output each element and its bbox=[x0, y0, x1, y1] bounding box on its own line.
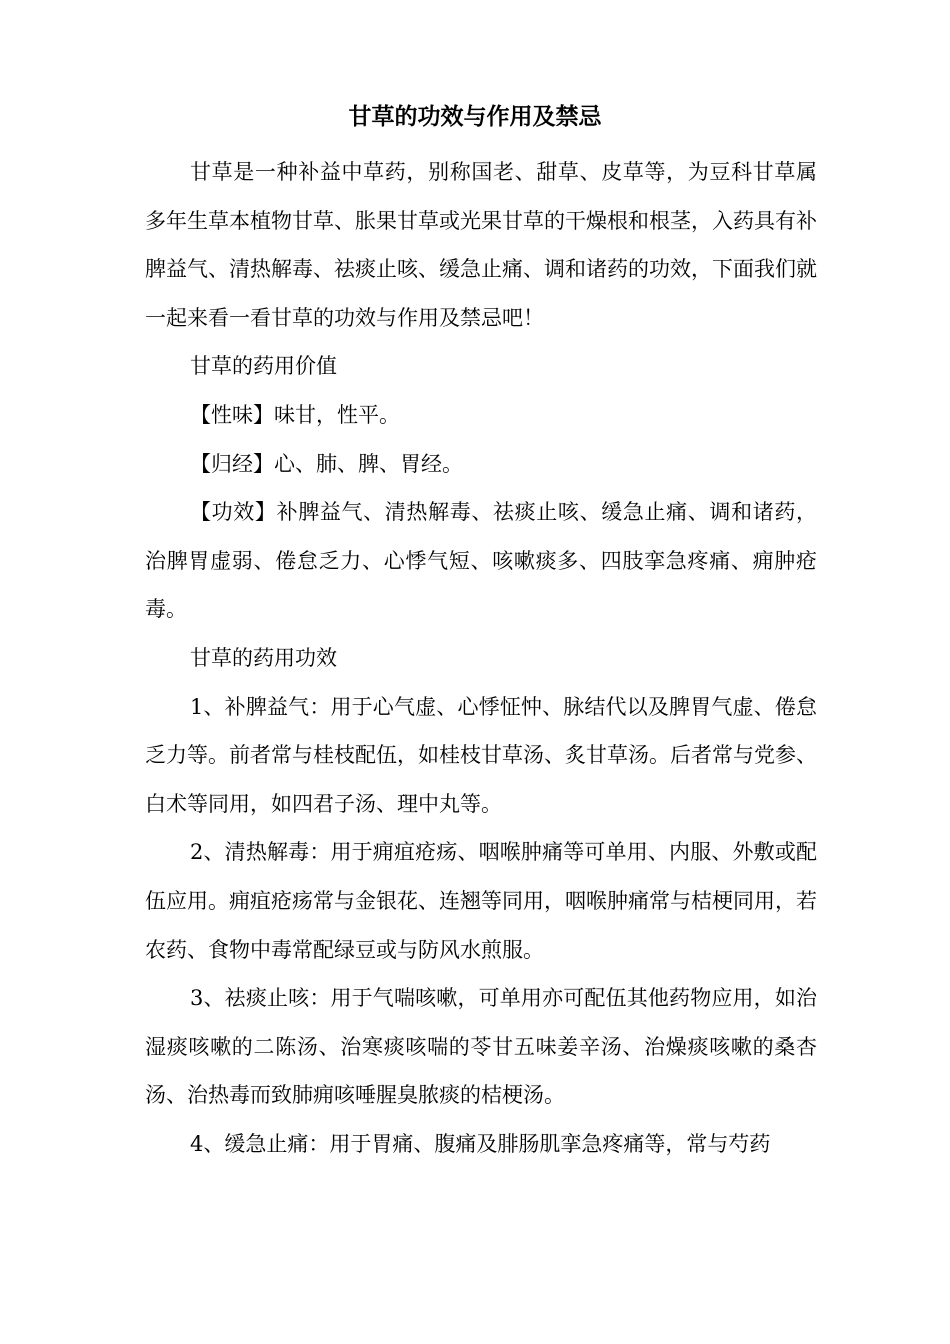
section-heading-medicinal-value: 甘草的药用价值 bbox=[190, 354, 337, 379]
property-efficacy-paragraph: 【功效】补脾益气、清热解毒、祛痰止咳、缓急止痛、调和诸药，治脾胃虚弱、倦怠乏力、心悸气短、咳嗽痰多、四肢挛急疼痛、痈肿疮毒。 bbox=[145, 500, 817, 622]
property-taste-paragraph: 【性味】味甘，性平。 bbox=[190, 402, 400, 427]
document-title: 甘草的功效与作用及禁忌 bbox=[348, 103, 602, 130]
effect-item-3: 3、祛痰止咳：用于气喘咳嗽，可单用亦可配伍其他药物应用，如治湿痰咳嗽的二陈汤、治寒痰咳喘的苓甘五味姜辛汤、治燥痰咳嗽的桑杏汤、治热毒而致肺痈咳唾腥臭脓痰的桔梗汤。 bbox=[145, 986, 817, 1108]
effect-item-1: 1、补脾益气：用于心气虚、心悸怔忡、脉结代以及脾胃气虚、倦怠乏力等。前者常与桂枝配伍，如桂枝甘草汤、炙甘草汤。后者常与党参、白术等同用，如四君子汤、理中丸等。 bbox=[145, 694, 817, 816]
property-meridian-paragraph: 【归经】心、肺、脾、胃经。 bbox=[190, 451, 463, 476]
section-heading-medicinal-effects: 甘草的药用功效 bbox=[190, 645, 337, 670]
intro-paragraph: 甘草是一种补益中草药，别称国老、甜草、皮草等，为豆科甘草属多年生草本植物甘草、胀果甘草或光果甘草的干燥根和根茎，入药具有补脾益气、清热解毒、祛痰止咳、缓急止痛、调和诸药的功效，下面我们就一起来看一看甘草的功效与作用及禁忌吧！ bbox=[145, 160, 817, 330]
effect-item-2: 2、清热解毒：用于痈疽疮疡、咽喉肿痛等可单用、内服、外敷或配伍应用。痈疽疮疡常与金银花、连翘等同用，咽喉肿痛常与桔梗同用，若农药、食物中毒常配绿豆或与防风水煎服。 bbox=[145, 840, 817, 962]
document-body bbox=[145, 148, 817, 1168]
effect-item-4: 4、缓急止痛：用于胃痛、腹痛及腓肠肌挛急疼痛等，常与芍药 bbox=[190, 1131, 771, 1156]
